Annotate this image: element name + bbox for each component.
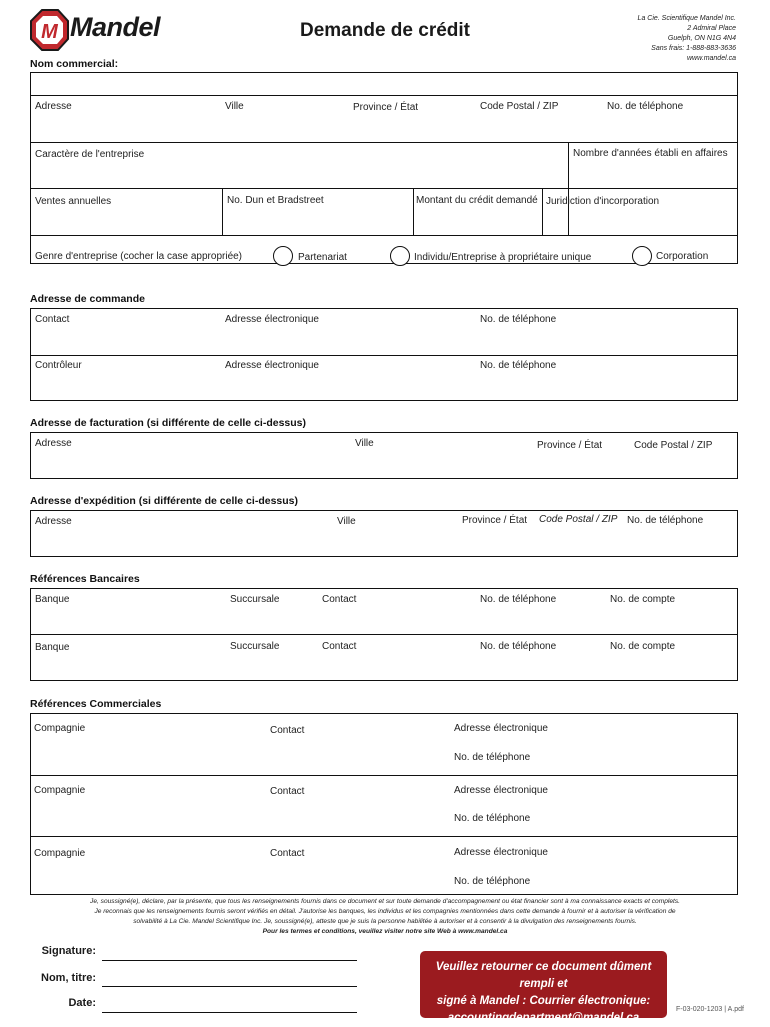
controleur-field[interactable]: [31, 356, 737, 400]
terms-link[interactable]: Pour les termes et conditions, veuillez visiter notre site Web à www.mandel.ca: [262, 928, 508, 935]
telephone-label: No. de téléphone: [454, 752, 531, 763]
nom-commercial-field[interactable]: [31, 73, 737, 95]
compte-label: No. de compte: [610, 641, 676, 652]
code-postal-label: Code Postal / ZIP: [634, 440, 713, 451]
signature-label: Signature:: [41, 945, 96, 957]
date-field[interactable]: [102, 1012, 357, 1013]
section-facturation: Adresse de facturation (si différente de celle ci-dessus): [30, 417, 307, 429]
adresse-label: Adresse: [35, 516, 72, 527]
company-address: [638, 14, 736, 64]
address-line: Sans frais: 1-888-883-3636: [651, 45, 736, 52]
dun-label: No. Dun et Bradstreet: [227, 195, 324, 206]
succursale-label: Succursale: [230, 594, 280, 605]
page-title: Demande de crédit: [300, 20, 470, 41]
banque-label: Banque: [35, 642, 70, 653]
cta-line: Veuillez retourner ce document dûment rempli et: [435, 961, 652, 990]
address-line: Guelph, ON N1G 4N4: [667, 35, 736, 42]
courriel-label: Adresse électronique: [454, 785, 548, 796]
telephone-label: No. de téléphone: [480, 641, 557, 652]
province-label: Province / État: [353, 102, 419, 113]
partenariat-label: Partenariat: [298, 252, 347, 263]
compagnie-label: Compagnie: [34, 848, 86, 859]
controleur-label: Contrôleur: [35, 360, 82, 371]
compagnie-1-field[interactable]: [31, 714, 737, 775]
courriel-label: Adresse électronique: [454, 723, 548, 734]
compagnie-label: Compagnie: [34, 785, 86, 796]
compagnie-3-field[interactable]: [31, 837, 737, 894]
brand-name: Mandel: [70, 12, 161, 42]
compte-label: No. de compte: [610, 594, 676, 605]
individu-label: Individu/Entreprise à propriétaire unique: [414, 252, 592, 263]
declaration-line: Je, soussigné(e), déclare, par la présente, que tous les renseignements fournis dans ce document et sur toute demande d'accompagnement ou état financier sont à ma connaissance exacts et complets.: [90, 898, 680, 905]
nom-titre-label: Nom, titre:: [41, 972, 96, 984]
section-bancaires: Références Bancaires: [30, 573, 140, 585]
ville-label: Ville: [337, 516, 356, 527]
telephone-label: No. de téléphone: [627, 515, 704, 526]
telephone-label: No. de téléphone: [480, 360, 557, 371]
courriel-label: Adresse électronique: [225, 314, 319, 325]
annees-label: Nombre d'années établi en affaires: [573, 148, 728, 159]
ville-label: Ville: [225, 101, 244, 112]
return-instructions: [420, 951, 667, 1024]
telephone-label: No. de téléphone: [454, 876, 531, 887]
genre-label: Genre d'entreprise (cocher la case appropriée): [35, 251, 243, 262]
signature-field[interactable]: [102, 960, 357, 961]
address-line: 2 Admiral Place: [687, 25, 736, 32]
courriel-label: Adresse électronique: [225, 360, 319, 371]
accounting-email-link[interactable]: accountingdepartment@mandel.ca: [447, 1012, 640, 1024]
contact-label: Contact: [35, 314, 70, 325]
courriel-label: Adresse électronique: [454, 847, 548, 858]
contact-label: Contact: [270, 725, 305, 736]
code-postal-label: Code Postal / ZIP: [480, 101, 559, 112]
section-expedition: Adresse d'expédition (si différente de celle ci-dessus): [30, 495, 298, 507]
province-label: Province / État: [537, 440, 603, 451]
telephone-label: No. de téléphone: [454, 813, 531, 824]
cta-line: signé à Mandel : Courrier électronique:: [436, 995, 651, 1007]
ventes-label: Ventes annuelles: [35, 196, 112, 207]
declaration-line: Je reconnais que les renseignements fournis seront vérifiés en détail. J'autorise les banques, les individus et les compagnies mentionnées dans cette demande à fournir et à autoriser la vérification de: [94, 908, 676, 915]
section-commerciales: Références Commerciales: [30, 698, 162, 710]
telephone-label: No. de téléphone: [607, 101, 684, 112]
corporation-radio[interactable]: [632, 246, 652, 266]
contact-label: Contact: [322, 594, 357, 605]
banque-label: Banque: [35, 594, 70, 605]
address-line: www.mandel.ca: [686, 55, 736, 62]
date-label: Date:: [68, 997, 96, 1009]
declaration-line: solvabilité à La Cie. Mandel Scientifique Inc. Je, soussigné(e), atteste que je suis la personne habilitée à autoriser et à consentir à la divulgation des renseignements fournis.: [133, 918, 637, 925]
telephone-label: No. de téléphone: [480, 314, 557, 325]
declaration: [30, 897, 740, 937]
ville-label: Ville: [355, 438, 374, 449]
montant-label: Montant du crédit demandé: [416, 195, 538, 206]
caractere-label: Caractère de l'entreprise: [35, 149, 145, 160]
contact-label: Contact: [270, 786, 305, 797]
province-label: Province / État: [462, 515, 528, 526]
contact-commande-field[interactable]: [31, 309, 737, 355]
telephone-label: No. de téléphone: [480, 594, 557, 605]
individu-radio[interactable]: [390, 246, 410, 266]
succursale-label: Succursale: [230, 641, 280, 652]
address-line: La Cie. Scientifique Mandel Inc.: [637, 15, 736, 22]
form-code: F-03-020-1203 | A.pdf: [676, 1006, 744, 1013]
corporation-label: Corporation: [656, 251, 709, 262]
nom-commercial-label: Nom commercial:: [30, 58, 119, 70]
section-commande: Adresse de commande: [30, 293, 145, 305]
contact-label: Contact: [270, 848, 305, 859]
facturation-block[interactable]: [30, 432, 738, 479]
juridiction-label: Juridiction d'incorporation: [546, 196, 660, 207]
adresse-label: Adresse: [35, 101, 72, 112]
nom-titre-field[interactable]: [102, 986, 357, 987]
contact-label: Contact: [322, 641, 357, 652]
partenariat-radio[interactable]: [273, 246, 293, 266]
compagnie-2-field[interactable]: [31, 776, 737, 836]
code-postal-label: Code Postal / ZIP: [539, 514, 618, 525]
compagnie-label: Compagnie: [34, 723, 86, 734]
svg-text:M: M: [41, 21, 58, 43]
adresse-label: Adresse: [35, 438, 72, 449]
